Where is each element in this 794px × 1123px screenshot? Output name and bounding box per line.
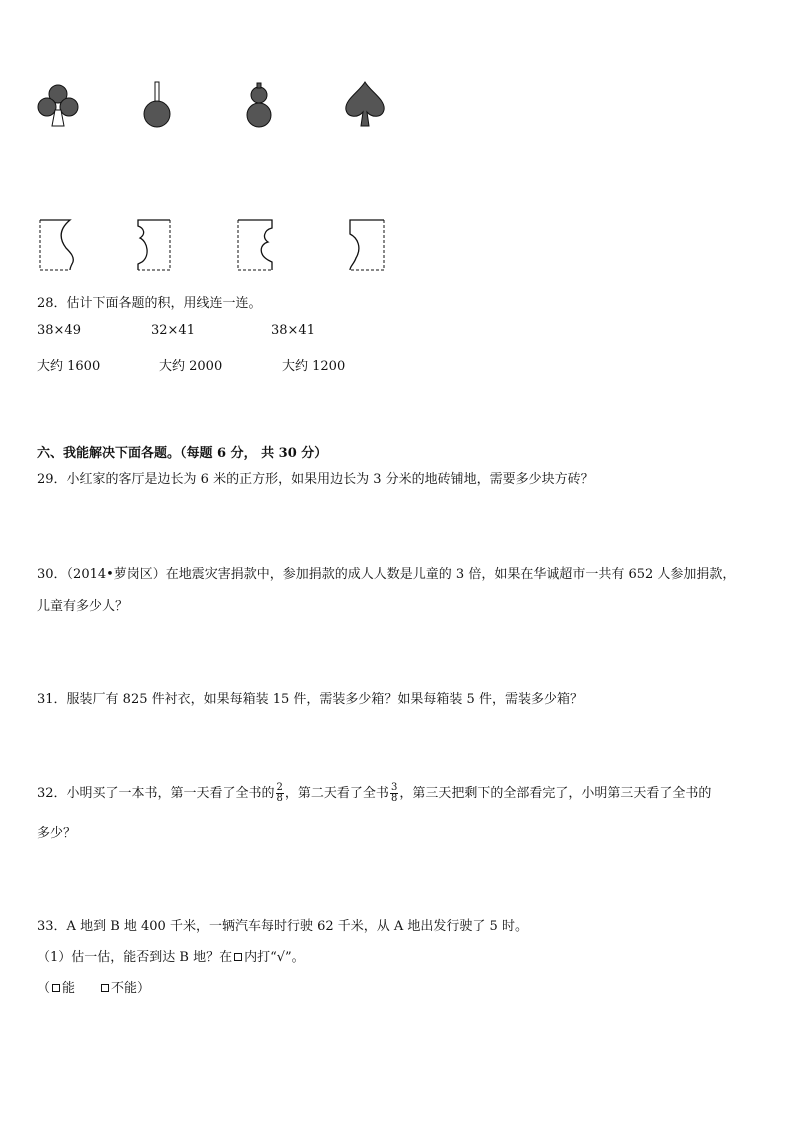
club-shape bbox=[36, 82, 80, 128]
gourd-shape bbox=[244, 80, 274, 130]
q31-text: 31．服装厂有 825 件衬衣，如果每箱装 15 件，需装多少箱？如果每箱装 5 件，需装多少箱？ bbox=[37, 692, 583, 707]
spade-shape bbox=[342, 80, 388, 130]
yes-option-label: 能 bbox=[62, 981, 76, 996]
q28-title: 28．估计下面各题的积，用线连一连。 bbox=[37, 296, 262, 311]
q32-part-2: ，第二天看了全书 bbox=[284, 786, 389, 801]
half-frame-1 bbox=[36, 218, 80, 274]
q28-expression-3: 38×41 bbox=[271, 323, 315, 338]
q28-expression-2: 32×41 bbox=[151, 323, 195, 338]
q33-sub-1: （1）估一估，能否到达 B 地？在 内打“√”。 bbox=[37, 950, 305, 965]
stick-ball-shape bbox=[140, 80, 174, 130]
q33-text: 33．A 地到 B 地 400 千米，一辆汽车每时行驶 62 千米，从 A 地出发行驶了 5 时。 bbox=[37, 919, 528, 934]
q32-part-1: 32．小明买了一本书，第一天看了全书的 bbox=[37, 786, 275, 801]
checkbox-marker-icon bbox=[234, 953, 242, 961]
no-checkbox[interactable] bbox=[101, 984, 109, 992]
q32-fraction-2: $\frac{3}{8}$ bbox=[390, 782, 398, 804]
q30-line-1: 30．（2014•萝岗区）在地震灾害捐款中，参加捐款的成人人数是儿童的 3 倍，如果在华诚超市一共有 652 人参加捐款， bbox=[37, 567, 736, 582]
no-option-label: 不能） bbox=[111, 981, 151, 996]
q32-fraction-1: $\frac{2}{8}$ bbox=[276, 782, 283, 804]
half-frame-4 bbox=[342, 218, 388, 274]
q28-estimate-1: 大约 1600 bbox=[37, 359, 101, 374]
q30-line-2: 儿童有多少人？ bbox=[37, 599, 129, 614]
half-frame-3 bbox=[234, 218, 280, 274]
q28-expression-1: 38×49 bbox=[37, 323, 81, 338]
q29-text: 29．小红家的客厅是边长为 6 米的正方形，如果用边长为 3 分米的地砖铺地，需要多少块方砖？ bbox=[37, 472, 594, 487]
q28-estimate-3: 大约 1200 bbox=[282, 359, 346, 374]
section-6-header: 六、我能解决下面各题。（每题 6 分， 共 30 分） bbox=[37, 446, 328, 461]
q32-line-1 bbox=[37, 782, 711, 804]
q33-options: （ 能 不能） bbox=[37, 981, 151, 996]
half-frame-2 bbox=[130, 218, 176, 274]
yes-checkbox[interactable] bbox=[52, 984, 60, 992]
q32-line-2: 多少？ bbox=[37, 826, 77, 841]
q32-part-3: ，第三天把剩下的全部看完了，小明第三天看了全书的 bbox=[399, 786, 712, 801]
q28-estimate-2: 大约 2000 bbox=[159, 359, 223, 374]
